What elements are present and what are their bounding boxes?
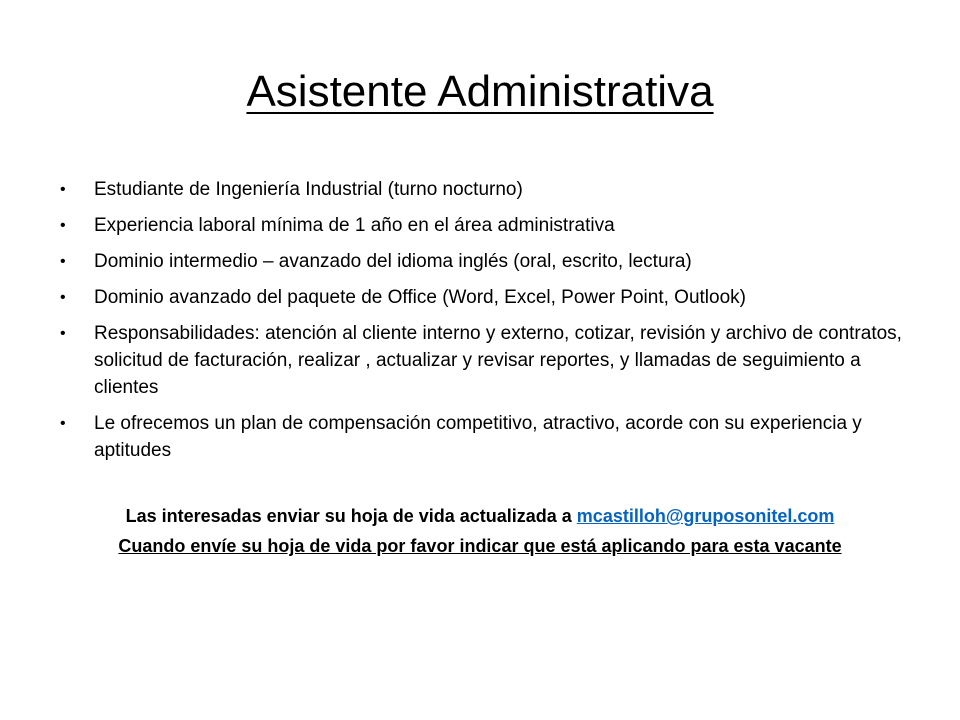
list-item — [58, 176, 908, 203]
list-item-text: Le ofrecemos un plan de compensación competitivo, atractivo, acorde con su experiencia y aptitudes — [94, 413, 862, 461]
application-note: Cuando envíe su hoja de vida por favor indicar que está aplicando para esta vacante — [118, 536, 842, 556]
list-item-text: Dominio avanzado del paquete de Office (Word, Excel, Power Point, Outlook) — [94, 287, 746, 308]
application-instructions — [0, 501, 960, 561]
list-item — [58, 410, 908, 464]
list-item-text: Estudiante de Ingeniería Industrial (turno nocturno) — [94, 179, 523, 200]
bullet-icon: • — [60, 289, 66, 306]
bullet-icon: • — [60, 415, 66, 432]
apply-line — [0, 501, 960, 531]
list-item-text: Responsabilidades: atención al cliente interno y externo, cotizar, revisión y archivo de contratos, solicitud de facturación, realizar , actualizar y revisar reportes, y llamadas de seguimiento a clientes — [94, 323, 902, 398]
email-link[interactable]: mcastilloh@gruposonitel.com — [576, 506, 835, 526]
bullet-icon: • — [60, 217, 66, 234]
list-item — [58, 212, 908, 239]
apply-text: Las interesadas enviar su hoja de vida actualizada a — [125, 506, 577, 526]
requirements-list — [58, 176, 908, 473]
list-item — [58, 320, 908, 401]
list-item — [58, 284, 908, 311]
bullet-icon: • — [60, 253, 66, 270]
list-item-text: Experiencia laboral mínima de 1 año en el área administrativa — [94, 215, 615, 236]
page-title: Asistente Administrativa — [246, 67, 714, 116]
list-item — [58, 248, 908, 275]
bullet-icon: • — [60, 325, 66, 342]
list-item-text: Dominio intermedio – avanzado del idioma inglés (oral, escrito, lectura) — [94, 251, 692, 272]
bullet-icon: • — [60, 181, 66, 198]
